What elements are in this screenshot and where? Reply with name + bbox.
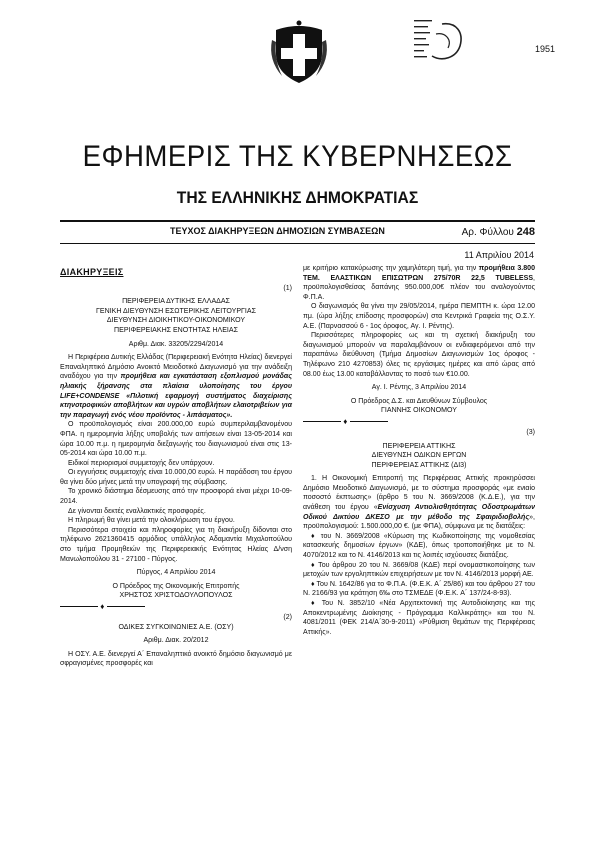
notice-number-2: (2) <box>283 614 292 621</box>
legal-provision: ♦ Του Ν. 3852/10 «Νέα Αρχιτεκτονική της Αυτοδιοίκησης και της Αποκεντρωμένης Διοίκησης - Πρόγραμμα Καλλικράτης» και του Ν. 4081/2011 (ΦΕΚ 214/Α΄30-9-2011) «Ρύθμιση θεμάτων της Περιφέρειας Αττικής». <box>303 600 535 636</box>
printing-office-stamp-icon <box>412 14 468 66</box>
signatory-title: Ο Πρόεδρος Δ.Σ. και Διευθύνων Σύμβουλος <box>350 397 488 405</box>
notice-paragraph: Το χρονικό διάστημα δέσμευσης από την προσφορά είναι μέχρι 10-09-2014. <box>60 488 292 506</box>
header-rule <box>60 220 535 222</box>
notice-paragraph <box>303 264 535 302</box>
org-line: ΠΕΡΙΦΕΡΕΙΑΚΗΣ ΕΝΟΤΗΤΑΣ ΗΛΕΙΑΣ <box>114 326 238 334</box>
notice-text: με κριτήριο κατακύρωσης την χαμηλότερη τιμή, για την <box>303 265 479 272</box>
notice-paragraph: Ειδικοί περιορισμοί συμμετοχής δεν υπάρχουν. <box>68 459 215 467</box>
notice-paragraph: Η ΟΣΥ. Α.Ε. διενεργεί Α΄ Επαναληπτικό ανοικτό δημόσιο διαγωνισμό με σφραγισμένες προσφορές και <box>60 650 292 668</box>
notice-separator: ♦ <box>303 418 535 426</box>
issue-rule <box>60 243 535 244</box>
project-title: Ενίσχυση Αντιολισθητότητας Οδοστρωμάτων Οδικού Δικτύου ΔΚΕΣΟ με την μέθοδο της Σφαιριδιοβολής <box>303 504 535 521</box>
place-date: Πύργος, 4 Απριλίου 2014 <box>136 569 216 577</box>
gazette-subtitle: ΤΗΣ ΕΛΛΗΝΙΚΗΣ ΔΗΜΟΚΡΑΤΙΑΣ <box>176 188 419 207</box>
signatory-title: Ο Πρόεδρος της Οικονομικής Επιτροπής <box>112 582 240 590</box>
signatory-name: ΧΡΗΣΤΟΣ ΧΡΙΣΤΟΔΟΥΛΟΠΟΥΛΟΣ <box>119 592 233 600</box>
notice-text: », προϋπολογισμού: 1.500.000,00 €. (με ΦΠΑ), σύμφωνα με τις διατάξεις: <box>303 513 535 531</box>
org-line: ΟΔΙΚΕΣ ΣΥΓΚΟΙΝΩΝΙΕΣ Α.Ε. (ΟΣΥ) <box>118 623 234 631</box>
org-line: ΔΙΕΥΘΥΝΣΗ ΔΙΟΙΚΗΤΙΚΟΥ-ΟΙΚΟΝΟΜΙΚΟΥ <box>106 317 246 325</box>
declaration-number: Αριθμ. Διακ. 33205/2294/2014 <box>128 340 224 348</box>
issue-row <box>60 226 535 242</box>
notice-paragraph: Οι εγγυήσεις συμμετοχής είναι 10.000,00 ευρώ. Η παράδοση του έργου θα γίνει δύο μήνες μετά την υπογραφή της σύμβασης. <box>60 469 292 486</box>
declaration-number: Αριθμ. Διακ. 20/2012 <box>143 637 209 645</box>
page-number: 1951 <box>535 44 556 54</box>
right-column <box>303 264 535 637</box>
org-line: ΔΙΕΥΘΥΝΣΗ ΟΔΙΚΩΝ ΕΡΓΩΝ <box>371 452 467 460</box>
org-line: ΠΕΡΙΦΕΡΕΙΑΣ ΑΤΤΙΚΗΣ (ΔΙ3) <box>371 461 467 469</box>
notice-paragraph: Περισσότερες πληροφορίες ως και τη σχετική διακήρυξη του διαγωνισμού μπορούν να παραλαμβάνουν οι ενδιαφερόμενοι από την παραπάνω διεύθυνση (Τμήμα Δημοσίων Διαγωνισμών 1ος όροφος - Τηλέφωνο 210 4270853) όλες τις εργάσιμες ημέρες και από ώρας από 08.00 έως 13.00 καταβάλλοντας το ποσό των €10.00. <box>303 332 535 378</box>
notice-paragraph: Ο διαγωνισμός θα γίνει την 29/05/2014, ημέρα ΠΕΜΠΤΗ κ. ώρα 12.00 πμ. (ώρα λήξης επίδοσης προσφορών) στα Κεντρικά Γραφεία της Ο.Σ.Υ. Α.Ε. (Παρνασσού 6 - 1ος όροφος, Αγ. Ι. Ρέντης). <box>303 303 535 330</box>
section-heading: ΔΙΑΚΗΡΥΞΕΙΣ <box>60 267 124 277</box>
sheet-label: Αρ. Φύλλου <box>461 227 514 238</box>
notice-text: , προϋπολογισθείσας δαπάνης 950.000,00€ πλέον του αναλογούντος Φ.Π.Α. <box>303 274 535 301</box>
signatory-name: ΓΙΑΝΝΗΣ ΟΙΚΟΝΟΜΟΥ <box>381 407 457 415</box>
notice-text: Η Περιφέρεια Δυτικής Ελλάδας (Περιφερειακή Ενότητα Ηλείας) διενεργεί Επαναληπτικό Δημόσιο Ανοικτό Μειοδοτικό Διαγωνισμό για την ανάδειξη αναδόχου για την <box>60 354 292 381</box>
notice-subject: προμήθεια και εγκατάσταση εξοπλισμού μονάδας ηλιακής ξήρανσης στα πλαίσια υλοποίησης του έργου LIFE+CONDENSE «Πιλοτική εφαρμογή συστήματος διαχείρισης κτηνοτροφικών αποβλήτων και υγρών αποβλήτων ελαιοτριβείων για την παραγωγή ενός νέου προϊόντος - λιπάσματος». <box>60 373 292 419</box>
legal-provision: ♦ του Ν. 3669/2008 «Κύρωση της Κωδικοποίησης της νομοθεσίας κατασκευής δημοσίων έργων» (ΚΔΕ), όπως τροποποιήθηκε με το Ν. 4070/2012 και το Ν. 4146/2013 και τις λοιπές ισχύουσες διατάξεις. <box>303 532 535 560</box>
notice-paragraph: Ο προϋπολογισμός είναι 200.000,00 ευρώ συμπεριλαμβανομένου ΦΠΑ. η ημερομηνία λήξης υποβολής των αιτήσεων είναι 13-05-2014 και ώρα 10.00 π.μ. η ημερομηνία διεξαγωγής του διαγωνισμού είναι στις 13-05-2014 και ώρα 10.00 π.μ. <box>60 421 292 458</box>
legal-provision: ♦ Του Ν. 1642/86 για το Φ.Π.Α. (Φ.Ε.Κ. Α΄ 25/86) και του άρθρου 27 του Ν. 2166/93 για κράτηση 6‰ στο ΤΣΜΕΔΕ (Φ.Ε.Κ. Α΄ 137/24-8-93). <box>303 580 535 598</box>
org-line: ΓΕΝΙΚΗ ΔΙΕΥΘΥΝΣΗ ΕΣΩΤΕΡΙΚΗΣ ΛΕΙΤΟΥΡΓΙΑΣ <box>96 307 256 315</box>
sheet-number-label <box>462 226 535 238</box>
left-column <box>60 264 292 669</box>
series-title: ΤΕΥΧΟΣ ΔΙΑΚΗΡΥΞΕΩΝ ΔΗΜΟΣΙΩΝ ΣΥΜΒΑΣΕΩΝ <box>170 226 385 236</box>
notice-separator: ♦ <box>60 603 292 611</box>
gazette-title: ΕΦΗΜΕΡΙΣ ΤΗΣ ΚΥΒΕΡΝΗΣΕΩΣ <box>82 140 513 173</box>
place-date: Αγ. Ι. Ρέντης, 3 Απριλίου 2014 <box>371 384 467 392</box>
notice-paragraph <box>60 353 292 420</box>
issue-date: 11 Απριλίου 2014 <box>464 250 534 260</box>
notice-number-1: (1) <box>283 284 292 292</box>
notice-text: 1. Η Οικονομική Επιτροπή της Περιφέρειας Αττικής προκηρύσσει Δημόσιο Μειοδοτικό Διαγωνισμό, με το σύστημα προσφοράς «με ενιαίο ποσοστό έκπτωσης» (άρθρο 5 του Ν. 3669/2008 (Κ.Δ.Ε.), για την ανάθεση του έργου « <box>303 475 535 512</box>
notice-paragraph: Δε γίνονται δεκτές εναλλακτικές προσφορές. <box>68 507 206 515</box>
notice-subject: προμήθεια 3.800 ΤΕΜ. ΕΛΑΣΤΙΚΩΝ ΕΠΙΣΩΤΡΩΝ 275/70R 22,5 TUBELESS <box>303 265 535 282</box>
org-line: ΠΕΡΙΦΕΡΕΙΑ ΔΥΤΙΚΗΣ ΕΛΛΑΔΑΣ <box>122 298 230 306</box>
legal-provision: ♦ Του άρθρου 20 του Ν. 3669/08 (ΚΔΕ) περί ονομαστικοποίησης των μετοχών των εργοληπτικών επιχειρήσεων με τον Ν. 4146/2013 μορφή ΑΕ. <box>303 561 535 579</box>
coat-of-arms-emblem <box>268 20 330 86</box>
notice-number-3: (3) <box>526 428 535 436</box>
notice-paragraph <box>303 474 535 532</box>
org-line: ΠΕΡΙΦΕΡΕΙΑ ΑΤΤΙΚΗΣ <box>382 442 456 450</box>
notice-paragraph: Η πληρωμή θα γίνει μετά την ολοκλήρωση του έργου. <box>68 517 235 525</box>
notice-paragraph: Περισσότερα στοιχεία και πληροφορίες για τη διακήρυξη δίδονται στο τηλέφωνο 2621360415 αρμόδιος υπάλληλος Αδαμαντία Μιχαλοπούλου στο τμήμα Προμηθειών της Περιφερειακής Ενότητας Ηλείας Δ/νση Μανωλοπούλου 31 - 27100 - Πύργος. <box>60 526 292 563</box>
sheet-number: 248 <box>516 226 535 238</box>
